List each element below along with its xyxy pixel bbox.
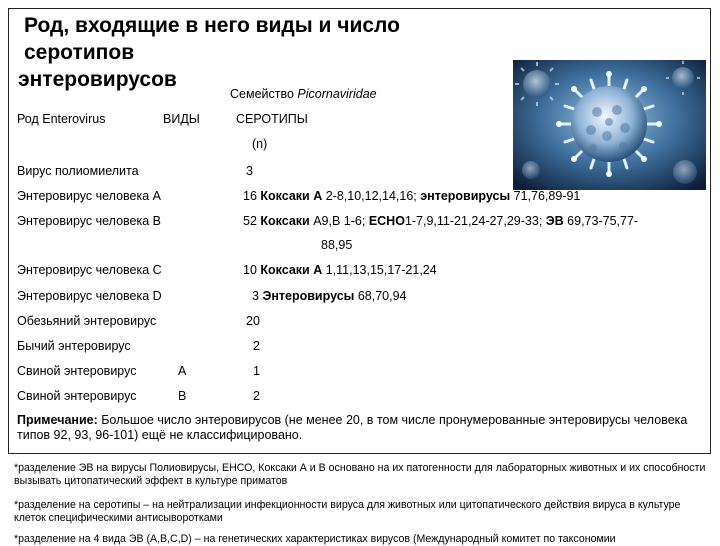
row-name: Свиной энтеровирус [17,389,137,403]
serogroup-name: Энтеровирусы [262,289,355,303]
header-n: (n) [252,137,268,151]
header-serotypes: СЕРОТИПЫ [236,112,308,126]
row-name: Энтеровирус человека C [17,263,162,277]
serotype-list: 1-7,9,11-21,24-27,29-33; [404,214,546,228]
row-details [243,189,580,204]
row-count: 10 [243,263,257,277]
title-line-1: Род, входящие в него виды и число серотипов [24,14,400,64]
row-name: Свиной энтеровирус [17,364,137,378]
serotype-list: 68,70,94 [354,289,407,303]
row-name: Бычий энтеровирус [17,339,131,353]
serotype-list: А9,В 1-6; [309,214,369,228]
row-name: Энтеровирус человека A [17,189,161,203]
serogroup-name: Коксаки А [260,263,323,277]
row-details-continued: 88,95 [321,238,353,252]
row-count: 1 [253,364,260,378]
main-virus [556,71,662,177]
row-count: 3 [252,289,259,303]
note-text: Большое число энтеровирусов (не менее 20, в том числе пронумерованные энтеровирусы человека типов 92, 93, 96-101) ещё не классифицировано. [17,413,688,442]
serogroup-name: энтеровирусы [420,189,511,203]
header-genus: Род Enterovirus [17,112,106,126]
serotype-list: 1,11,13,15,17-21,24 [322,263,437,277]
note [17,413,707,443]
page-title [18,12,504,93]
row-count: 16 [243,189,257,203]
row-count: 20 [246,314,260,328]
row-subtype: A [178,364,187,378]
virus-illustration [513,60,706,190]
row-count: 2 [253,389,260,403]
row-count: 2 [253,339,260,353]
row-details [243,263,437,278]
row-name: Энтеровирус человека B [17,214,161,228]
serotype-list: 71,76,89-91 [510,189,581,203]
header-species: ВИДЫ [163,112,200,126]
row-count: 3 [246,164,253,178]
serogroup-name: Коксаки А [260,189,323,203]
serogroup-name: ЭВ [545,214,564,228]
row-details [252,289,406,304]
serotype-list: 69,73-75,77- [563,214,639,228]
row-name: Энтеровирус человека D [17,289,162,303]
row-subtype: B [178,389,187,403]
footnote: *разделение на 4 вида ЭВ (A,B,C,D) – на генетических характеристиках вирусов (Международный комитет по таксономии [14,533,616,545]
serotype-list: 2-8,10,12,14,16; [322,189,421,203]
footnote: *разделение ЭВ на вирусы Полиовирусы, ЕНСО, Коксаки А и В основано на их патогенности для лабораторных животных и их способности вызывать цитопатический эффект в культуре приматов [14,462,706,487]
family-name: Picornaviridae [297,87,377,101]
row-name: Обезьяний энтеровирус [17,314,157,328]
serogroup-name: Коксаки [260,214,310,228]
note-label: Примечание: [17,413,98,427]
title-line-2: энтеровирусов [18,68,177,91]
row-details [243,214,638,229]
serogroup-name: ЕСНО [368,214,405,228]
row-name: Вирус полиомиелита [17,164,139,178]
row-count: 52 [243,214,257,228]
footnote: *разделение на серотипы – на нейтрализации инфекционности вируса для животных или цитопатического действия вируса в культуре клеток специфическими антисыворотками [14,499,681,524]
family-label: Семейство Picornaviridae [230,87,377,101]
